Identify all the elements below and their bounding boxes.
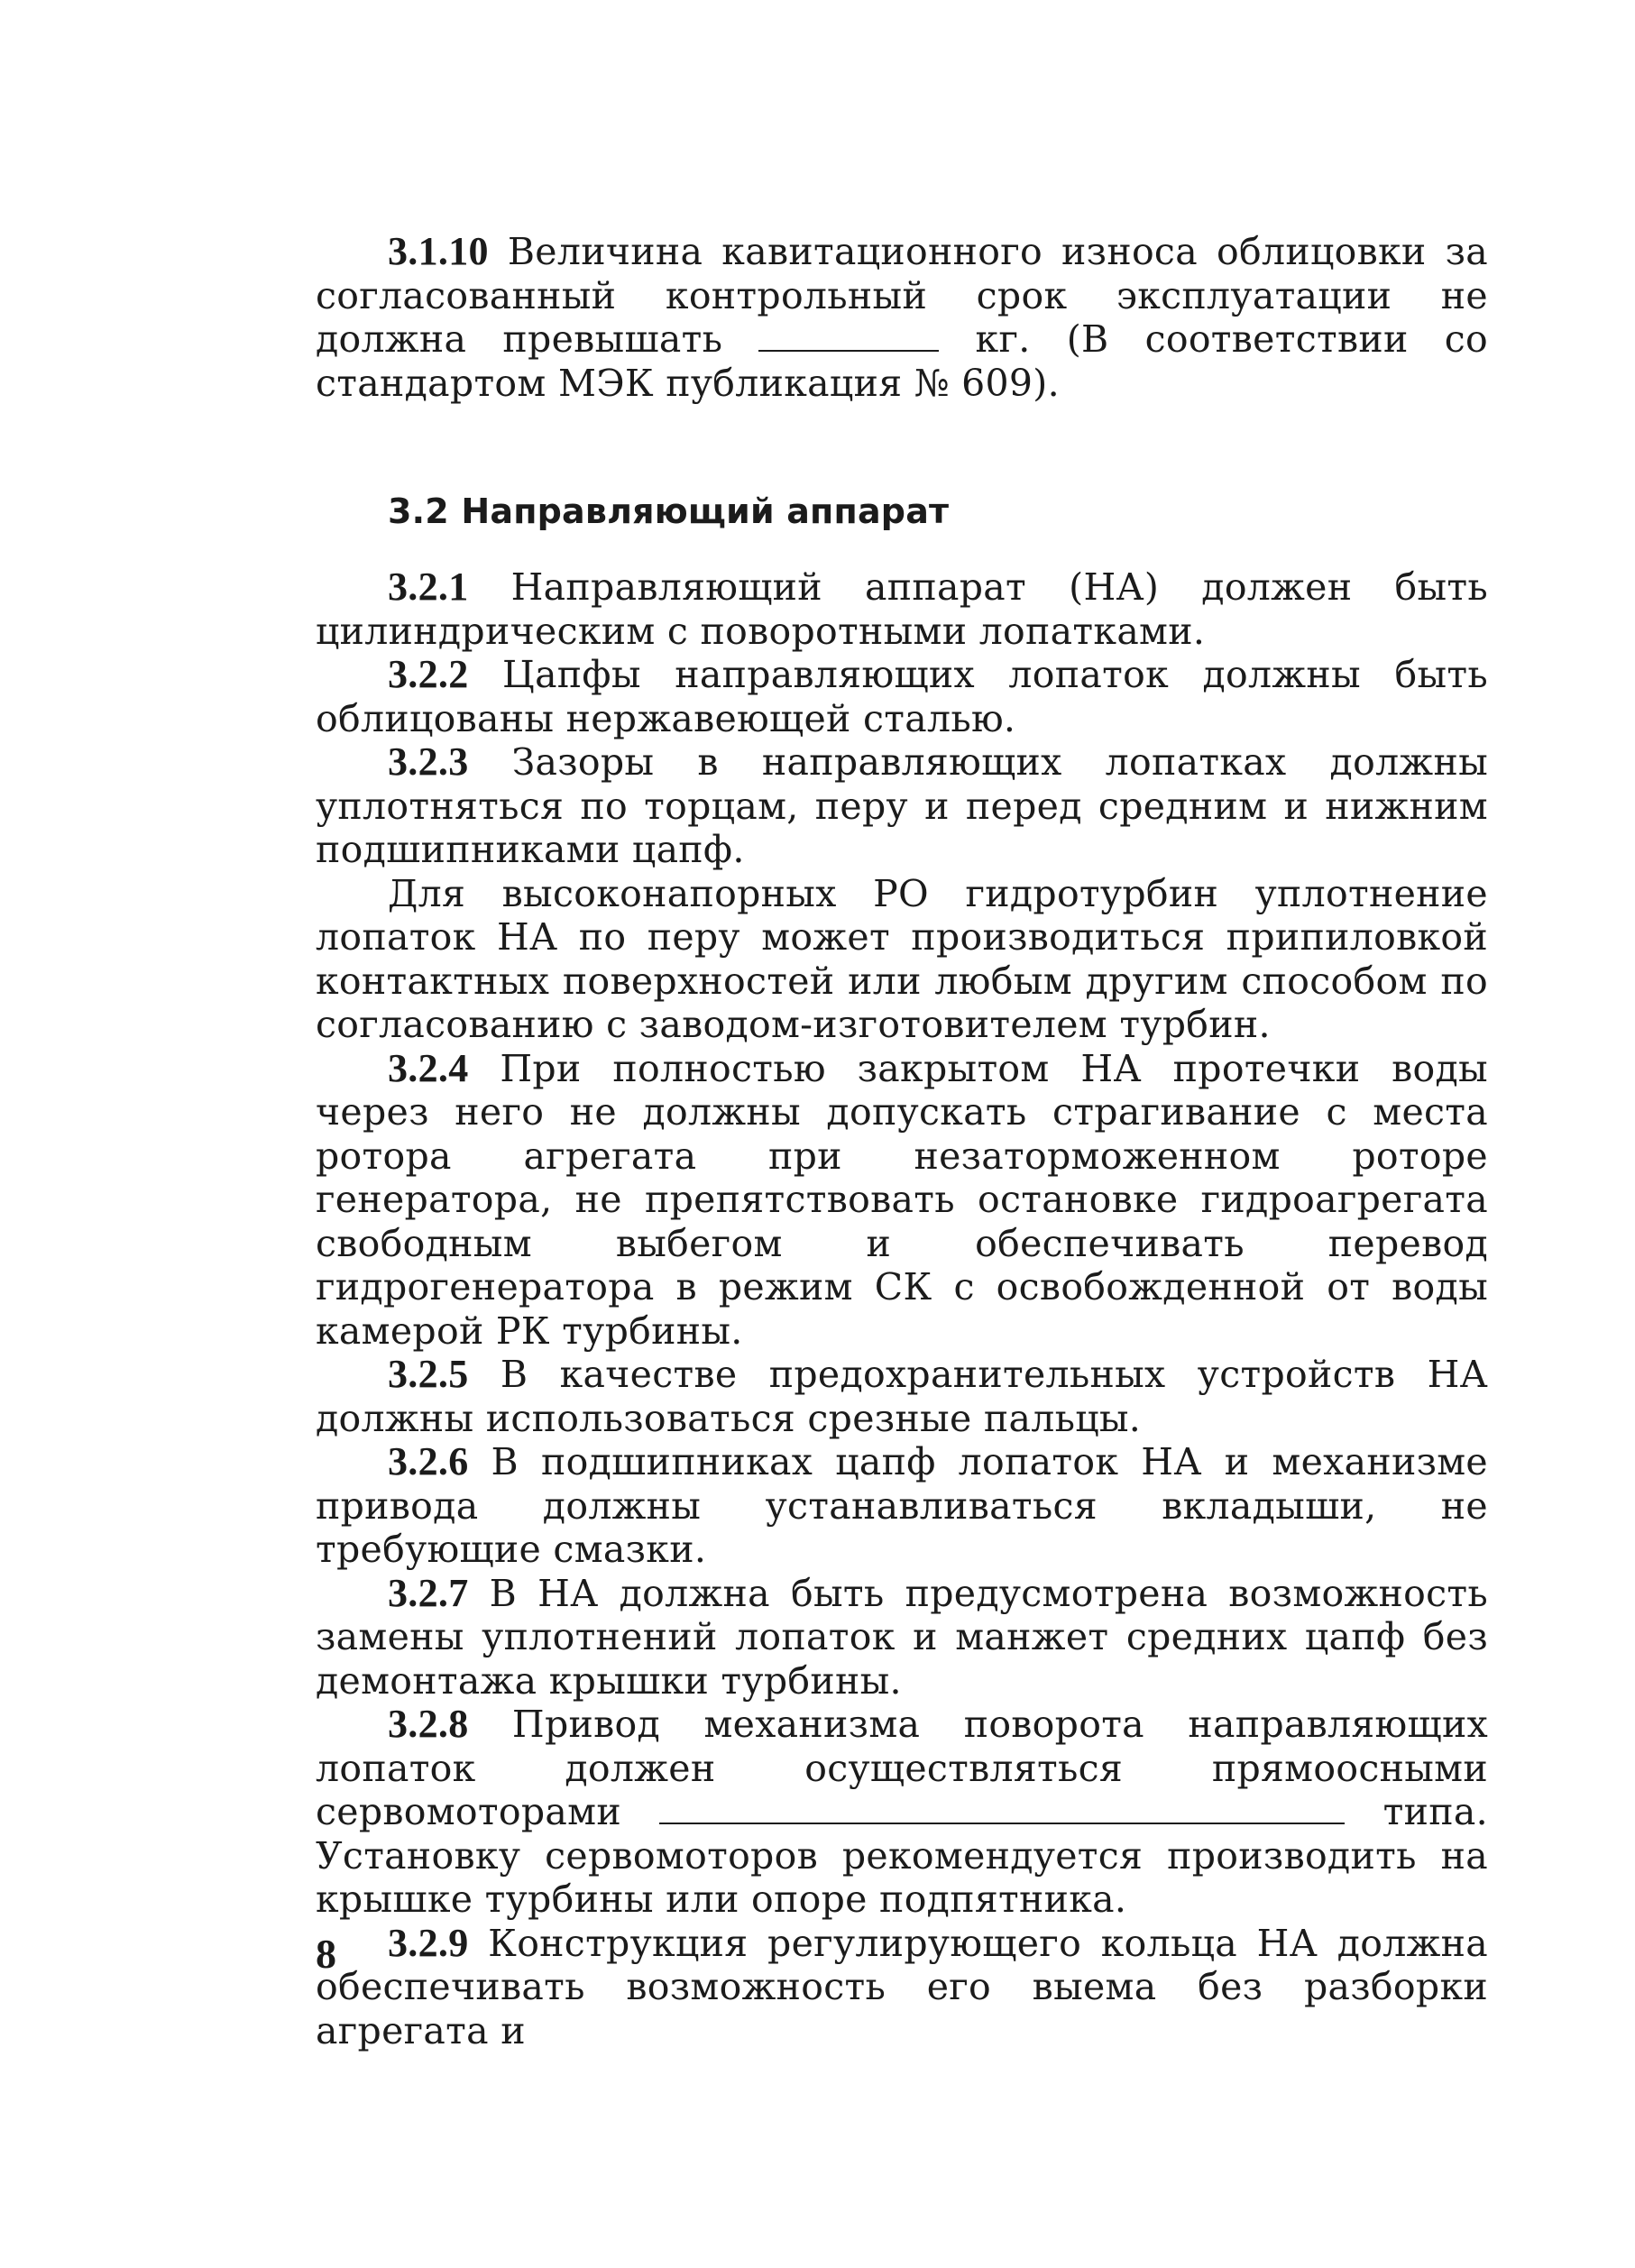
clause-number: 3.2.6 — [388, 1439, 469, 1483]
blank-line — [659, 1822, 1345, 1824]
clause-text: типа. Установку сервомоторов рекомендуется производить на крышке турбины или опоре подпятника. — [316, 1790, 1488, 1921]
paragraph-3-2-2 — [316, 653, 1488, 740]
clause-text: Для высоконапорных РО гидротурбин уплотнение лопаток НА по перу может производиться припиловкой контактных поверхностей или любым другим способом по согласованию с заводом-изготовителем турбин. — [316, 871, 1488, 1046]
document-body — [316, 230, 1488, 2052]
paragraph-3-2-9 — [316, 1922, 1488, 2053]
paragraph-3-2-3-cont — [316, 872, 1488, 1047]
clause-number: 3.2.5 — [388, 1352, 469, 1396]
clause-number: 3.2.2 — [388, 652, 469, 696]
clause-number: 3.2.8 — [388, 1702, 469, 1746]
paragraph-3-2-6 — [316, 1440, 1488, 1572]
paragraph-3-2-3 — [316, 740, 1488, 872]
clause-number: 3.2.1 — [388, 565, 469, 609]
clause-text: В качестве предохранительных устройств НА должны использоваться срезные пальцы. — [316, 1353, 1488, 1440]
clause-number: 3.2.9 — [388, 1920, 469, 1965]
clause-text: Привод механизма поворота направляющих лопаток должен осуществляться прямоосными сервомоторами — [316, 1703, 1488, 1833]
paragraph-3-2-8 — [316, 1703, 1488, 1922]
clause-text: При полностью закрытом НА протечки воды через него не должны допускать страгивание с места ротора агрегата при незаторможенном роторе генератора, не препятствовать остановке гидроагрегата свободным выбегом и обеспечивать перевод гидрогенератора в режим СК с освобожденной от воды камерой РК турбины. — [316, 1046, 1488, 1353]
page-number: 8 — [316, 1931, 336, 1977]
clause-text: Направляющий аппарат (НА) должен быть цилиндрическим с поворотными лопатками. — [316, 565, 1488, 653]
clause-text: Конструкция регулирующего кольца НА должна обеспечивать возможность его выема без разборки агрегата и — [316, 1921, 1488, 2052]
blank-line — [758, 349, 939, 352]
clause-text: кг. (В соответствии со стандартом МЭК публикация № 609). — [316, 317, 1488, 405]
clause-number: 3.2.4 — [388, 1045, 469, 1090]
clause-text: В подшипниках цапф лопаток НА и механизме привода должны устанавливаться вкладыши, не требующие смазки. — [316, 1440, 1488, 1571]
paragraph-3-2-4 — [316, 1047, 1488, 1354]
clause-text: Величина кавитационного износа облицовки за согласованный контрольный срок эксплуатации не должна превышать — [316, 230, 1488, 361]
paragraph-3-2-5 — [316, 1353, 1488, 1440]
clause-number: 3.2.3 — [388, 739, 469, 784]
clause-text: Цапфы направляющих лопаток должны быть облицованы нержавеющей сталью. — [316, 653, 1488, 740]
paragraph-3-2-1 — [316, 565, 1488, 653]
paragraph-3-2-7 — [316, 1572, 1488, 1703]
clause-text: В НА должна быть предусмотрена возможность замены уплотнений лопаток и манжет средних цапф без демонтажа крышки турбины. — [316, 1571, 1488, 1703]
clause-number: 3.2.7 — [388, 1570, 469, 1615]
paragraph-3-1-10 — [316, 230, 1488, 405]
section-heading: 3.2 Направляющий аппарат — [388, 491, 950, 531]
clause-text: Зазоры в направляющих лопатках должны уплотняться по торцам, перу и перед средним и нижним подшипниками цапф. — [316, 740, 1488, 871]
clause-number: 3.1.10 — [388, 229, 489, 273]
